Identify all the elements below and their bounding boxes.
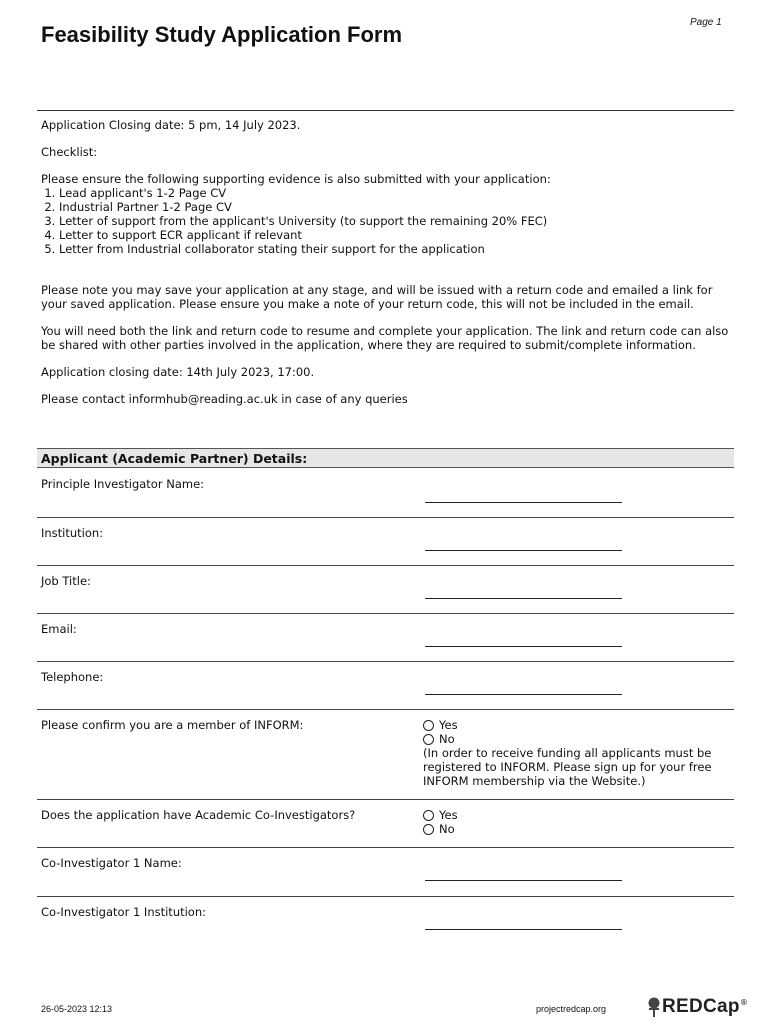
radio-button[interactable] — [423, 810, 434, 821]
field-co-inv1-name — [37, 848, 734, 897]
field-inform-member — [37, 710, 734, 800]
radio-button[interactable] — [423, 734, 434, 745]
footer-timestamp: 26-05-2023 12:13 — [41, 1004, 113, 1014]
radio-button[interactable] — [423, 720, 434, 731]
radio-button[interactable] — [423, 824, 434, 835]
field-co-investigators — [37, 800, 734, 848]
field-label: Job Title: — [41, 574, 91, 588]
intro-text — [41, 118, 731, 419]
field-label: Principle Investigator Name: — [41, 477, 205, 491]
co-inv1-institution-input[interactable] — [425, 929, 622, 930]
option-label: Yes — [439, 718, 458, 732]
list-item: 1. Lead applicant's 1-2 Page CV — [59, 186, 731, 200]
evidence-intro: Please ensure the following supporting evidence is also submitted with your application: — [41, 172, 551, 186]
resume-note: You will need both the link and return code to resume and complete your application. The link and return code can also be shared with other parties involved in the application, where they are required to submit/complete information. — [41, 324, 729, 352]
list-item: 2. Industrial Partner 1-2 Page CV — [59, 200, 731, 214]
field-job-title — [37, 566, 734, 614]
telephone-input[interactable] — [425, 694, 622, 695]
checklist-label: Checklist: — [41, 145, 98, 159]
field-label: Institution: — [41, 526, 104, 540]
field-label: Telephone: — [41, 670, 104, 684]
page-number: Page 1 — [690, 17, 722, 28]
redcap-mark-icon — [646, 996, 662, 1018]
inform-yes-option[interactable] — [423, 718, 723, 732]
field-email — [37, 614, 734, 662]
email-input[interactable] — [425, 646, 622, 647]
save-note: Please note you may save your application at any stage, and will be issued with a return code and emailed a link for your saved application. Please ensure you make a note of your return code, this will not be included in the email. — [41, 283, 713, 311]
contact-text: Please contact informhub@reading.ac.uk in case of any queries — [41, 392, 408, 406]
logo-text: REDCap — [662, 996, 740, 1017]
inform-note: (In order to receive funding all applicants must be registered to INFORM. Please sign up for your free INFORM membership via the Website.) — [423, 746, 712, 788]
institution-input[interactable] — [425, 550, 622, 551]
field-label: Co-Investigator 1 Institution: — [41, 905, 207, 919]
evidence-list — [41, 186, 731, 256]
list-item: 5. Letter from Industrial collaborator stating their support for the application — [59, 242, 731, 256]
divider — [37, 110, 734, 111]
option-label: No — [439, 732, 455, 746]
footer-url: projectredcap.org — [536, 1004, 607, 1014]
field-co-inv1-institution — [37, 897, 734, 945]
co-inv1-name-input[interactable] — [425, 880, 622, 881]
field-telephone — [37, 662, 734, 710]
pi-name-input[interactable] — [425, 502, 622, 503]
field-label: Co-Investigator 1 Name: — [41, 856, 182, 870]
field-institution — [37, 518, 734, 566]
closing-date-text-2: Application closing date: 14th July 2023, 17:00. — [41, 365, 315, 379]
inform-no-option[interactable] — [423, 732, 723, 746]
form-title: Feasibility Study Application Form — [41, 22, 403, 47]
closing-date-text: Application Closing date: 5 pm, 14 July 2023. — [41, 118, 301, 132]
option-label: Yes — [439, 808, 458, 822]
field-label: Does the application have Academic Co-Investigators? — [41, 808, 356, 822]
option-label: No — [439, 822, 455, 836]
redcap-logo — [646, 996, 748, 1018]
inform-options — [423, 718, 723, 788]
job-title-input[interactable] — [425, 598, 622, 599]
co-inv-no-option[interactable] — [423, 822, 458, 836]
list-item: 3. Letter of support from the applicant's University (to support the remaining 20% FEC) — [59, 214, 731, 228]
co-investigator-options — [423, 808, 458, 836]
co-inv-yes-option[interactable] — [423, 808, 458, 822]
logo-registered-mark: ® — [739, 998, 748, 1007]
field-label: Email: — [41, 622, 77, 636]
list-item: 4. Letter to support ECR applicant if relevant — [59, 228, 731, 242]
field-label: Please confirm you are a member of INFORM: — [41, 718, 304, 732]
field-pi-name — [37, 469, 734, 518]
section-header: Applicant (Academic Partner) Details: — [37, 448, 734, 468]
